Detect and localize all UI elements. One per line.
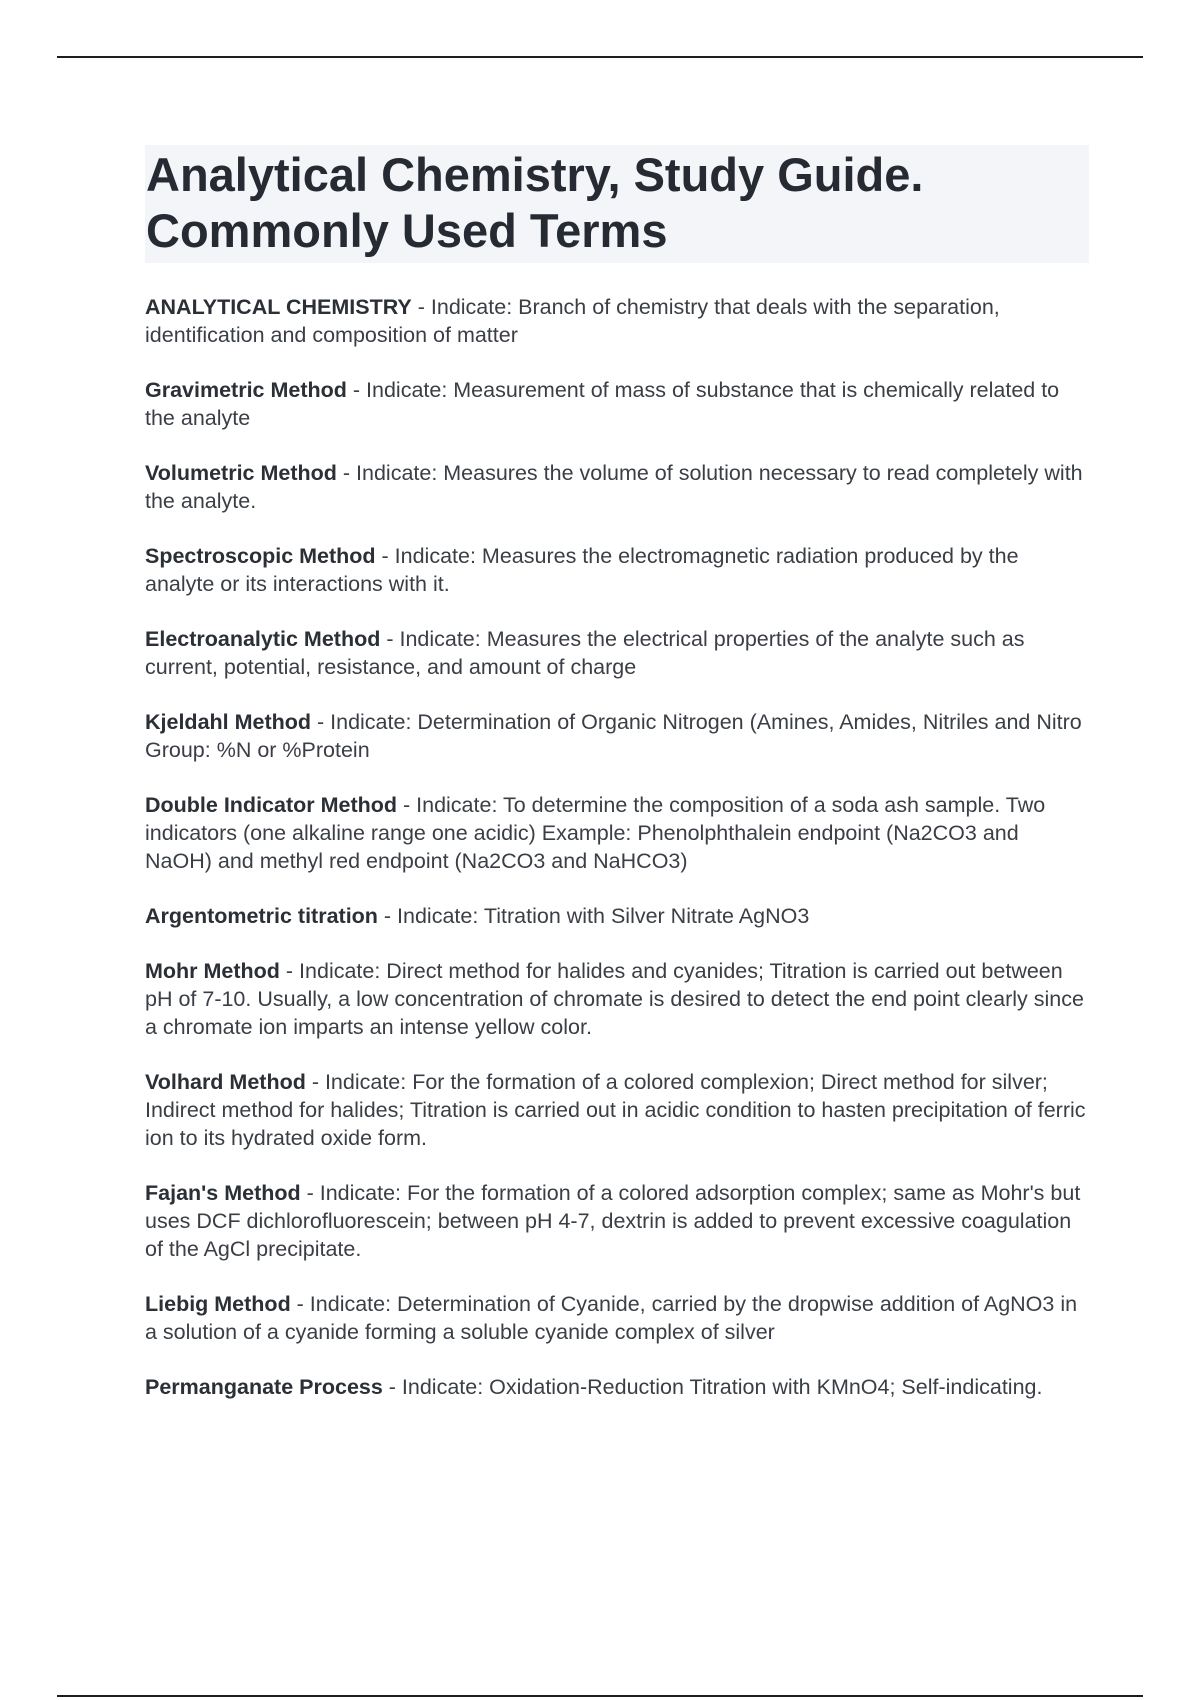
term-name: Mohr Method	[145, 959, 280, 983]
term-entry	[145, 1068, 1089, 1152]
term-entry	[145, 1179, 1089, 1263]
term-name: Kjeldahl Method	[145, 710, 312, 734]
term-entry	[145, 957, 1089, 1041]
term-definition: - Indicate: For the formation of a colored adsorption complex; same as Mohr's but uses DCF dichlorofluorescein; between pH 4-7, dextrin is added to prevent excessive coagulation of the AgCl precipitate.	[145, 1181, 1081, 1261]
title-block	[145, 145, 1089, 263]
term-entry	[145, 708, 1089, 764]
term-definition: - Indicate: For the formation of a colored complexion; Direct method for silver; Indirect method for halides; Titration is carried out in acidic condition to hasten precipitation of ferric ion to its hydrated oxide form.	[145, 1070, 1086, 1150]
term-definition: - Indicate: Measures the volume of solution necessary to read completely with the analyte.	[145, 461, 1083, 513]
term-name: Gravimetric Method	[145, 378, 347, 402]
term-entry	[145, 902, 1089, 930]
top-divider	[57, 56, 1143, 58]
document-title: Analytical Chemistry, Study Guide. Commonly Used Terms	[146, 148, 924, 257]
term-definition: - Indicate: Measures the electromagnetic radiation produced by the analyte or its interactions with it.	[145, 544, 1019, 596]
term-name: Volumetric Method	[145, 461, 337, 485]
term-definition: - Indicate: Branch of chemistry that deals with the separation, identification and composition of matter	[145, 295, 1000, 347]
term-definition: - Indicate: To determine the composition of a soda ash sample. Two indicators (one alkaline range one acidic) Example: Phenolphthalein endpoint (Na2CO3 and NaOH) and methyl red endpoint (Na2CO3 and NaHCO3)	[145, 793, 1046, 873]
term-name: Fajan's Method	[145, 1181, 301, 1205]
term-entry	[145, 293, 1089, 349]
bottom-divider	[57, 1695, 1143, 1697]
term-list	[145, 293, 1089, 1401]
term-definition: - Indicate: Measures the electrical properties of the analyte such as current, potential, resistance, and amount of charge	[145, 627, 1025, 679]
term-name: Liebig Method	[145, 1292, 291, 1316]
term-entry	[145, 376, 1089, 432]
term-entry	[145, 542, 1089, 598]
term-name: Double Indicator Method	[145, 793, 398, 817]
term-entry	[145, 459, 1089, 515]
term-name: Permanganate Process	[145, 1375, 383, 1399]
term-name: Spectroscopic Method	[145, 544, 376, 568]
term-name: ANALYTICAL CHEMISTRY	[145, 295, 412, 319]
term-definition: - Indicate: Determination of Organic Nitrogen (Amines, Amides, Nitriles and Nitro Group: %N or %Protein	[145, 710, 1082, 762]
term-entry	[145, 791, 1089, 875]
term-name: Argentometric titration	[145, 904, 378, 928]
document-body	[145, 145, 1089, 1428]
term-entry	[145, 1290, 1089, 1346]
term-definition: - Indicate: Determination of Cyanide, carried by the dropwise addition of AgNO3 in a solution of a cyanide forming a soluble cyanide complex of silver	[145, 1292, 1078, 1344]
term-entry	[145, 625, 1089, 681]
term-entry	[145, 1373, 1089, 1401]
term-name: Electroanalytic Method	[145, 627, 381, 651]
term-definition: - Indicate: Direct method for halides and cyanides; Titration is carried out between pH of 7-10. Usually, a low concentration of chromate is desired to detect the end point clearly since a chromate ion imparts an intense yellow color.	[145, 959, 1084, 1039]
term-name: Volhard Method	[145, 1070, 306, 1094]
term-definition: - Indicate: Oxidation-Reduction Titration with KMnO4; Self-indicating.	[382, 1375, 1043, 1399]
term-definition: - Indicate: Titration with Silver Nitrate AgNO3	[377, 904, 810, 928]
term-definition: - Indicate: Measurement of mass of substance that is chemically related to the analyte	[145, 378, 1060, 430]
